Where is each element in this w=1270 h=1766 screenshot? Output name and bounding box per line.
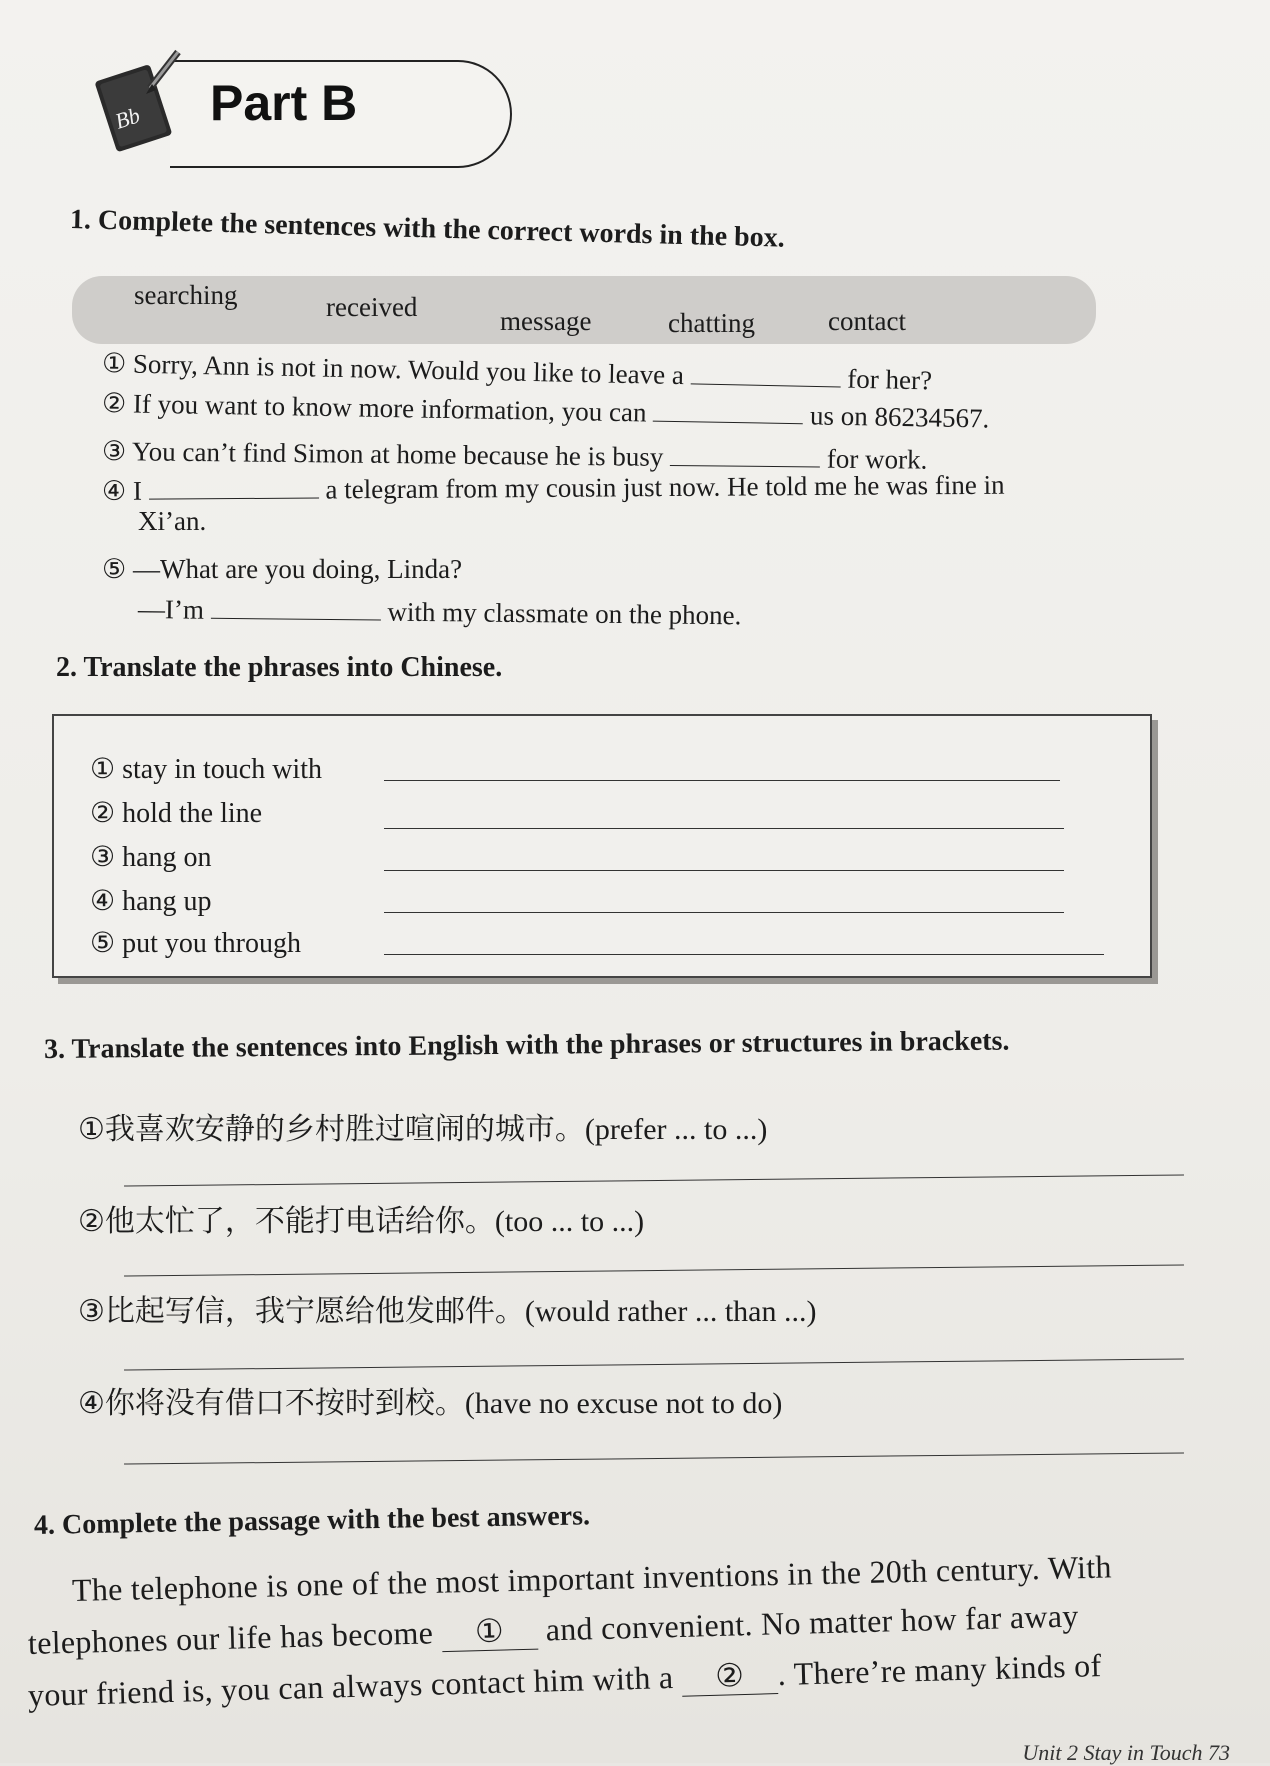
phrase-5-answer-line[interactable]: [384, 954, 1104, 955]
passage-line-3: your friend is, you can always contact him with a ② . There’re many kinds of: [27, 1647, 1102, 1713]
s1-blank-2[interactable]: [653, 399, 803, 425]
word-message: message: [500, 306, 592, 336]
s1-item-5: ⑤ —What are you doing, Linda?: [102, 554, 463, 584]
s1-item-1: ① Sorry, Ann is not in now. Would you like to leave a for her?: [101, 348, 933, 396]
s1-blank-3[interactable]: [670, 443, 820, 468]
s3-item-2: ②他太忙了，不能打电话给你。(too ... to ...): [78, 1204, 645, 1239]
word-box: [72, 276, 1096, 344]
passage-blank-2[interactable]: ②: [681, 1655, 778, 1697]
phrase-2: ② hold the line: [90, 798, 263, 829]
s1-item-2: ② If you want to know more information, you can us on 86234567.: [101, 388, 990, 434]
phrase-5: ⑤ put you through: [90, 928, 301, 959]
s1-item-4-cont: Xi’an.: [138, 506, 207, 536]
s3-answer-line-2[interactable]: [124, 1264, 1184, 1276]
page-title: Part B: [210, 75, 358, 131]
section-3-title: 3. Translate the sentences into English with the phrases or structures in brackets.: [43, 1025, 1010, 1065]
section-4-title: 4. Complete the passage with the best answers.: [33, 1500, 591, 1541]
phrase-4: ④ hang up: [90, 886, 212, 917]
word-received: received: [326, 292, 418, 322]
book-pencil-icon: [90, 48, 182, 152]
s1-blank-1[interactable]: [690, 361, 840, 387]
s3-answer-line-3[interactable]: [124, 1358, 1184, 1370]
phrase-1: ① stay in touch with: [90, 754, 322, 785]
s3-answer-line-4[interactable]: [124, 1452, 1184, 1464]
part-header: [82, 18, 442, 158]
s3-item-4: ④你将没有借口不按时到校。(have no excuse not to do): [78, 1386, 783, 1421]
s3-answer-line-1[interactable]: [124, 1174, 1184, 1186]
s1-item-4: ④ I a telegram from my cousin just now. He told me he was fine in: [101, 469, 1005, 506]
phrase-1-answer-line[interactable]: [384, 780, 1060, 781]
s1-item-5-reply: —I’m with my classmate on the phone.: [137, 594, 742, 631]
word-contact: contact: [828, 306, 906, 336]
s1-item-3: ③ You can’t find Simon at home because he is busy for work.: [101, 436, 928, 475]
phrase-2-answer-line[interactable]: [384, 828, 1064, 829]
phrase-box: [52, 714, 1152, 978]
s1-blank-5[interactable]: [211, 596, 381, 621]
s3-item-3: ③比起写信，我宁愿给他发邮件。(would rather ... than ...): [78, 1294, 817, 1329]
page-footer: Unit 2 Stay in Touch 73: [1022, 1740, 1230, 1765]
book-label: Bb: [111, 102, 143, 134]
s1-blank-4[interactable]: [149, 475, 319, 499]
phrase-4-answer-line[interactable]: [384, 912, 1064, 913]
passage-blank-1[interactable]: ①: [441, 1611, 538, 1652]
section-2-title: 2. Translate the phrases into Chinese.: [56, 652, 503, 683]
passage-line-1: The telephone is one of the most important inventions in the 20th century. With: [71, 1548, 1113, 1608]
s3-item-1: ①我喜欢安静的乡村胜过喧闹的城市。(prefer ... to ...): [78, 1112, 768, 1147]
passage-line-2: telephones our life has become ① and convenient. No matter how far away: [27, 1597, 1080, 1661]
word-searching: searching: [134, 280, 238, 310]
section-1-title: 1. Complete the sentences with the correct words in the box.: [69, 204, 786, 254]
phrase-3: ③ hang on: [90, 842, 212, 873]
word-chatting: chatting: [668, 308, 755, 338]
phrase-3-answer-line[interactable]: [384, 870, 1064, 871]
